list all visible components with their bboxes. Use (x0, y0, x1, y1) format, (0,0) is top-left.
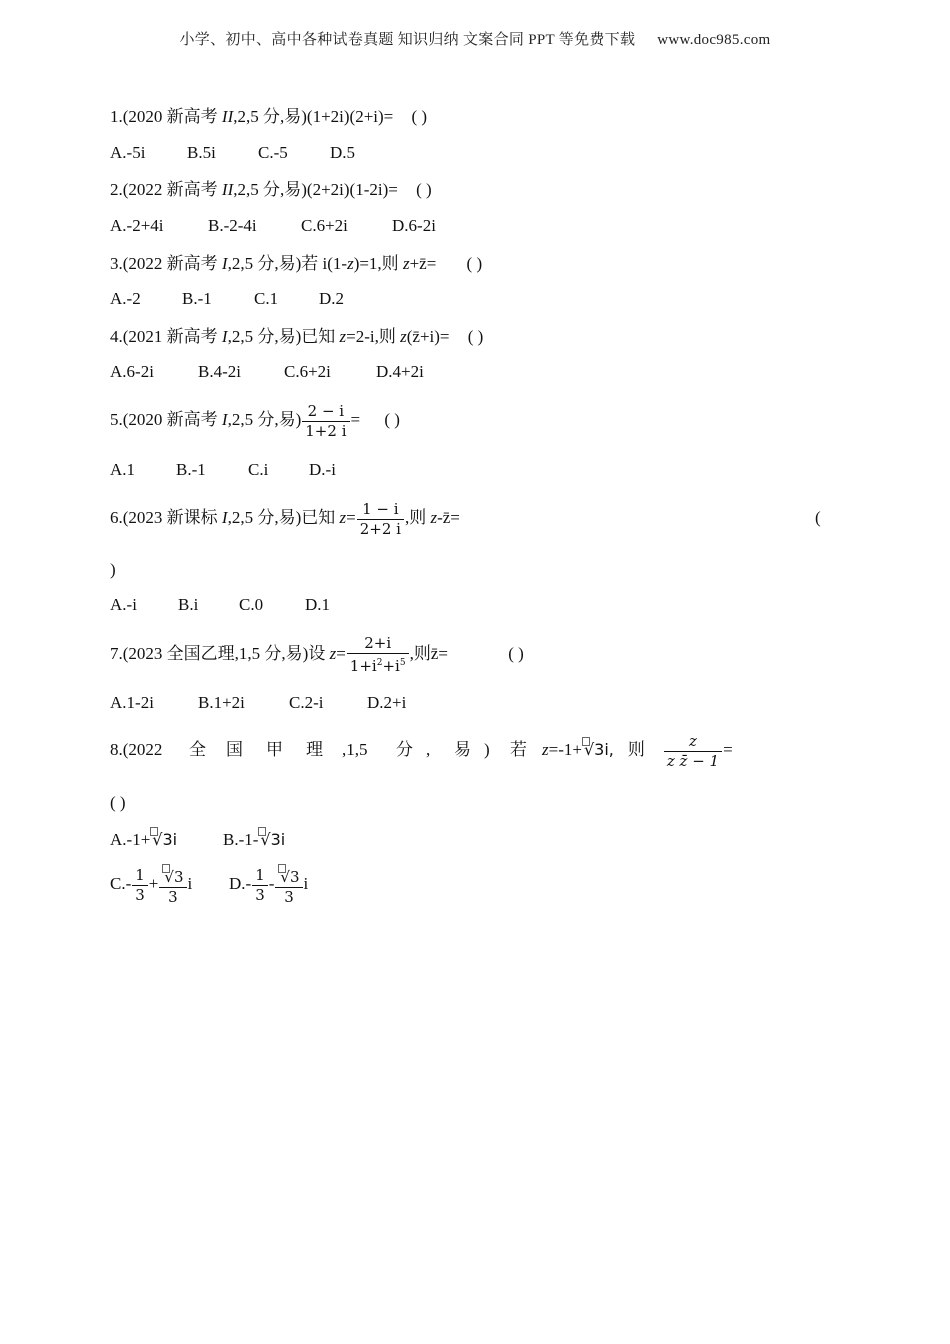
question-8: 8.(2022 全 国 甲 理 ,1,5 分 , 易 ) 若 z=-1+ √3i, 则 $\frac{z}{\text{z z̄ − 1}}$ = (110, 731, 733, 770)
options-7: A.1-2i B.1+2i C.2-i D.2+i (110, 693, 407, 712)
fraction: $\frac{√3}{3}$ (275, 864, 302, 906)
options-4: A.6-2i B.4-2i C.6+2i D.4+2i (110, 362, 424, 381)
question-6: 6.(2023 新课标 I,2,5 分,易)已知 z= $\frac{1 - i}{2+2 i}$ ,则 z-z̄= ( (110, 496, 825, 540)
answer-blank: ( ) (110, 793, 126, 812)
options-5: A.1 B.-1 C.i D.-i (110, 460, 336, 479)
options-6: A.-i B.i C.0 D.1 (110, 595, 331, 614)
options-8-cd: C.- $\frac{1}{3}$ + $\frac{√3}{3}$ i D.- $\frac{1}{3}$ - $\frac{√3}{3}$ i (110, 865, 309, 907)
fraction: $\frac{2 - i}{1+2 i}$ (302, 403, 349, 440)
answer-blank: ( ) (384, 410, 400, 429)
question-3: 3.(2022 新高考 I,2,5 分,易)若 i(1-z)=1,则 z+z̄= ( ) (110, 254, 483, 273)
answer-blank: ( ) (411, 107, 428, 126)
options-8-ab: A.-1+ √3i B.-1- √3i (110, 827, 285, 851)
question-4: 4.(2021 新高考 I,2,5 分,易)已知 z=2-i,则 z(z̄+i)= ( ) (110, 327, 484, 346)
answer-blank-close: ) (110, 560, 116, 579)
fraction: $\frac{1}{3}$ (132, 867, 148, 904)
fraction: $\frac{1 - i}{2+2 i}$ (357, 501, 404, 538)
answer-blank: ( ) (508, 644, 524, 663)
question-1: 1.(2020 新高考 II,2,5 分,易)(1+2i)(2+i)= ( ) (110, 107, 428, 126)
page-header (0, 28, 950, 49)
fraction: $\frac{1}{3}$ (252, 867, 268, 904)
fraction: $\frac{2+i}{1+i^2+i^5}$ (347, 635, 409, 675)
answer-blank: ( ) (466, 254, 483, 273)
question-2: 2.(2022 新高考 II,2,5 分,易)(2+2i)(1-2i)= ( ) (110, 180, 432, 199)
options-3: A.-2 B.-1 C.1 D.2 (110, 289, 345, 308)
answer-blank: ( ) (467, 327, 484, 346)
options-2: A.-2+4i B.-2-4i C.6+2i D.6-2i (110, 216, 436, 235)
fraction: $\frac{z}{\text{z z̄ − 1}}$ (664, 733, 722, 770)
options-1: A.-5i B.5i C.-5 D.5 (110, 143, 356, 162)
question-5: 5.(2020 新高考 I,2,5 分,易) $\frac{2 - i}{1+2 i}$ = ( ) (110, 401, 400, 440)
question-7: 7.(2023 全国乙理,1,5 分,易)设 z= $\frac{2+i}{1+i^2+i^5}$ ,则z̄= ( ) (110, 634, 524, 676)
fraction: $\frac{√3}{3}$ (159, 864, 186, 906)
header-text: 小学、初中、高中各种试卷真题 知识归纳 文案合同 PPT 等免费下载 (179, 32, 636, 48)
header-site: www.doc985.com (657, 32, 771, 48)
answer-blank: ( ) (416, 180, 432, 199)
answer-blank-open: ( (815, 508, 821, 527)
